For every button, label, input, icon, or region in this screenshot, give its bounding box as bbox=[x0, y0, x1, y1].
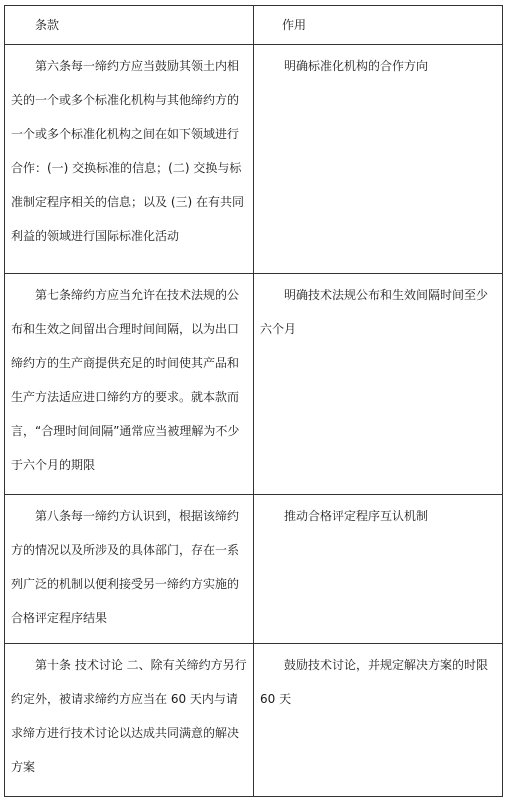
table-row bbox=[5, 495, 503, 644]
clause-cell: 第十条 技术讨论 二、除有关缔约方另行约定外，被请求缔约方应当在 60 天内与请求缔方进行技术讨论以达成共同满意的解决方案 bbox=[5, 644, 254, 797]
effect-cell: 明确标准化机构的合作方向 bbox=[254, 45, 503, 274]
effect-cell: 明确技术法规公布和生效间隔时间至少六个月 bbox=[254, 274, 503, 495]
clause-cell: 第六条每一缔约方应当鼓励其领土内相关的一个或多个标准化机构与其他缔约方的一个或多个标准化机构之间在如下领域进行合作：(一) 交换标准的信息；(二) 交换与标准制定程序相关的信息；以及 (三) 在有共同利益的领域进行国际标准化活动 bbox=[5, 45, 254, 274]
table-row bbox=[5, 274, 503, 495]
clause-table bbox=[4, 5, 503, 797]
header-clause: 条款 bbox=[5, 6, 254, 45]
table-row bbox=[5, 644, 503, 797]
table-row bbox=[5, 45, 503, 274]
table-header-row bbox=[5, 6, 503, 45]
header-effect: 作用 bbox=[254, 6, 503, 45]
clause-cell: 第七条缔约方应当允许在技术法规的公布和生效之间留出合理时间间隔，以为出口缔约方的生产商提供充足的时间使其产品和生产方法适应进口缔约方的要求。就本款而言，“合理时间间隔”通常应当被理解为不少于六个月的期限 bbox=[5, 274, 254, 495]
clause-cell: 第八条每一缔约方认识到，根据该缔约方的情况以及所涉及的具体部门，存在一系列广泛的机制以便利接受另一缔约方实施的合格评定程序结果 bbox=[5, 495, 254, 644]
effect-cell: 鼓励技术讨论，并规定解决方案的时限 60 天 bbox=[254, 644, 503, 797]
effect-cell: 推动合格评定程序互认机制 bbox=[254, 495, 503, 644]
